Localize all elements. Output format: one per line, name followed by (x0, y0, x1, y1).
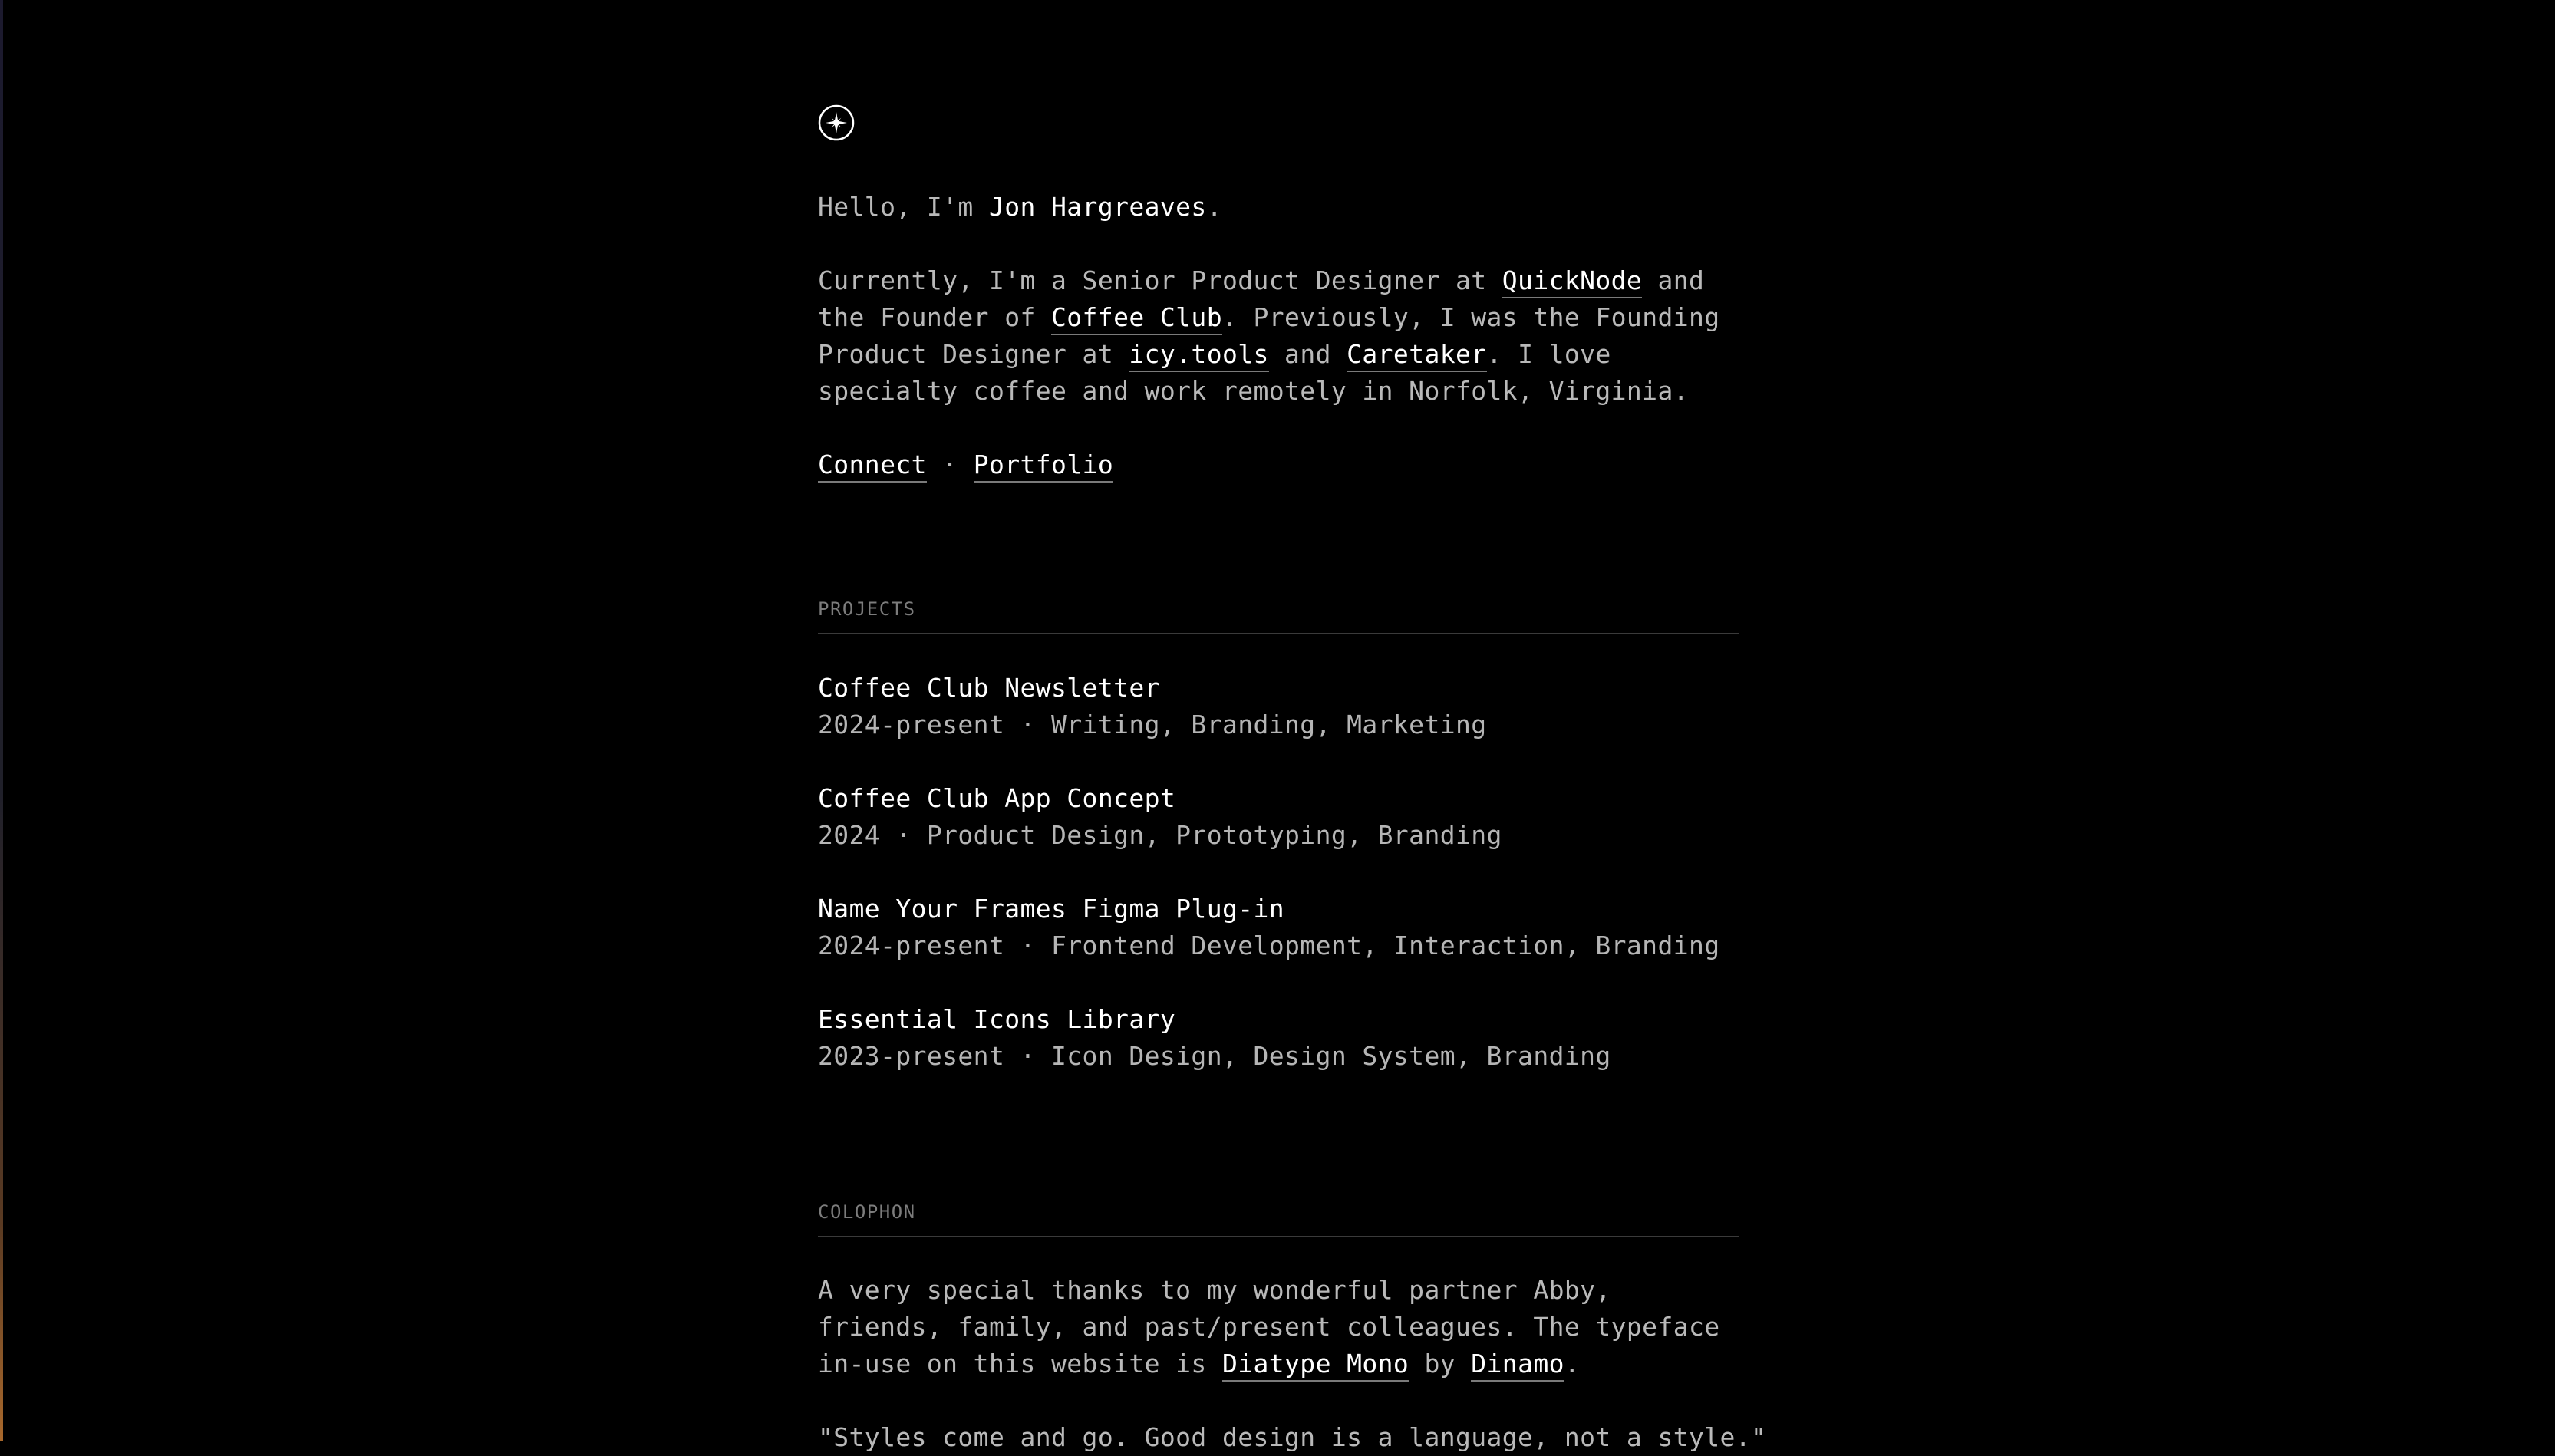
greeting-prefix: Hello, I'm (818, 192, 989, 222)
intro-greeting (818, 189, 1739, 226)
bio-text-5: . I love specialty coffee and work remotely in Norfolk, Virginia. (818, 339, 1689, 406)
bio-paragraph (818, 262, 1739, 410)
icy-tools-link[interactable]: icy.tools (1129, 339, 1268, 372)
quicknode-link[interactable]: QuickNode (1502, 265, 1642, 298)
colophon-text-1: A very special thanks to my wonderful partner Abby, friends, family, and past/present colleagues. The typeface in-use on this website is (818, 1275, 1720, 1379)
sparkle-circle-icon[interactable] (818, 104, 855, 141)
colophon-text-2: by (1409, 1349, 1472, 1379)
project-title[interactable]: Coffee Club Newsletter (818, 673, 1160, 703)
projects-divider (818, 633, 1739, 634)
project-title[interactable]: Name Your Frames Figma Plug-in (818, 894, 1285, 924)
typeface-link[interactable]: Diatype Mono (1222, 1349, 1409, 1382)
project-title[interactable]: Essential Icons Library (818, 1004, 1176, 1034)
coffee-club-link[interactable]: Coffee Club (1051, 302, 1222, 335)
design-quote: "Styles come and go. Good design is a language, not a style." (818, 1422, 1767, 1452)
connect-link[interactable]: Connect (818, 450, 927, 483)
project-title[interactable]: Coffee Club App Concept (818, 783, 1176, 813)
foundry-link[interactable]: Dinamo (1471, 1349, 1564, 1382)
bio-text-3: . Previously, I was the Founding Product Designer at (818, 302, 1720, 369)
author-name: Jon Hargreaves (988, 192, 1207, 222)
colophon-divider (818, 1236, 1739, 1237)
bio-text-4: and (1268, 339, 1347, 369)
project-meta: 2024-present · Frontend Development, Interaction, Branding (818, 931, 1720, 960)
projects-heading: PROJECTS (818, 598, 916, 620)
links-separator: · (942, 450, 958, 479)
greeting-suffix: . (1206, 192, 1222, 222)
bio-text-1: Currently, I'm a Senior Product Designer at (818, 265, 1502, 295)
project-meta: 2024-present · Writing, Branding, Marketing (818, 710, 1487, 740)
colophon-paragraph (818, 1272, 1739, 1382)
project-meta: 2024 · Product Design, Prototyping, Branding (818, 820, 1502, 850)
caretaker-link[interactable]: Caretaker (1347, 339, 1486, 372)
bio-text-2: and the Founder of (818, 265, 1705, 332)
window-edge (0, 0, 3, 1441)
colophon-text-3: . (1564, 1349, 1581, 1379)
portfolio-link[interactable]: Portfolio (974, 450, 1113, 483)
colophon-heading: COLOPHON (818, 1201, 916, 1223)
project-meta: 2023-present · Icon Design, Design System, Branding (818, 1041, 1611, 1071)
primary-links (818, 446, 1739, 483)
